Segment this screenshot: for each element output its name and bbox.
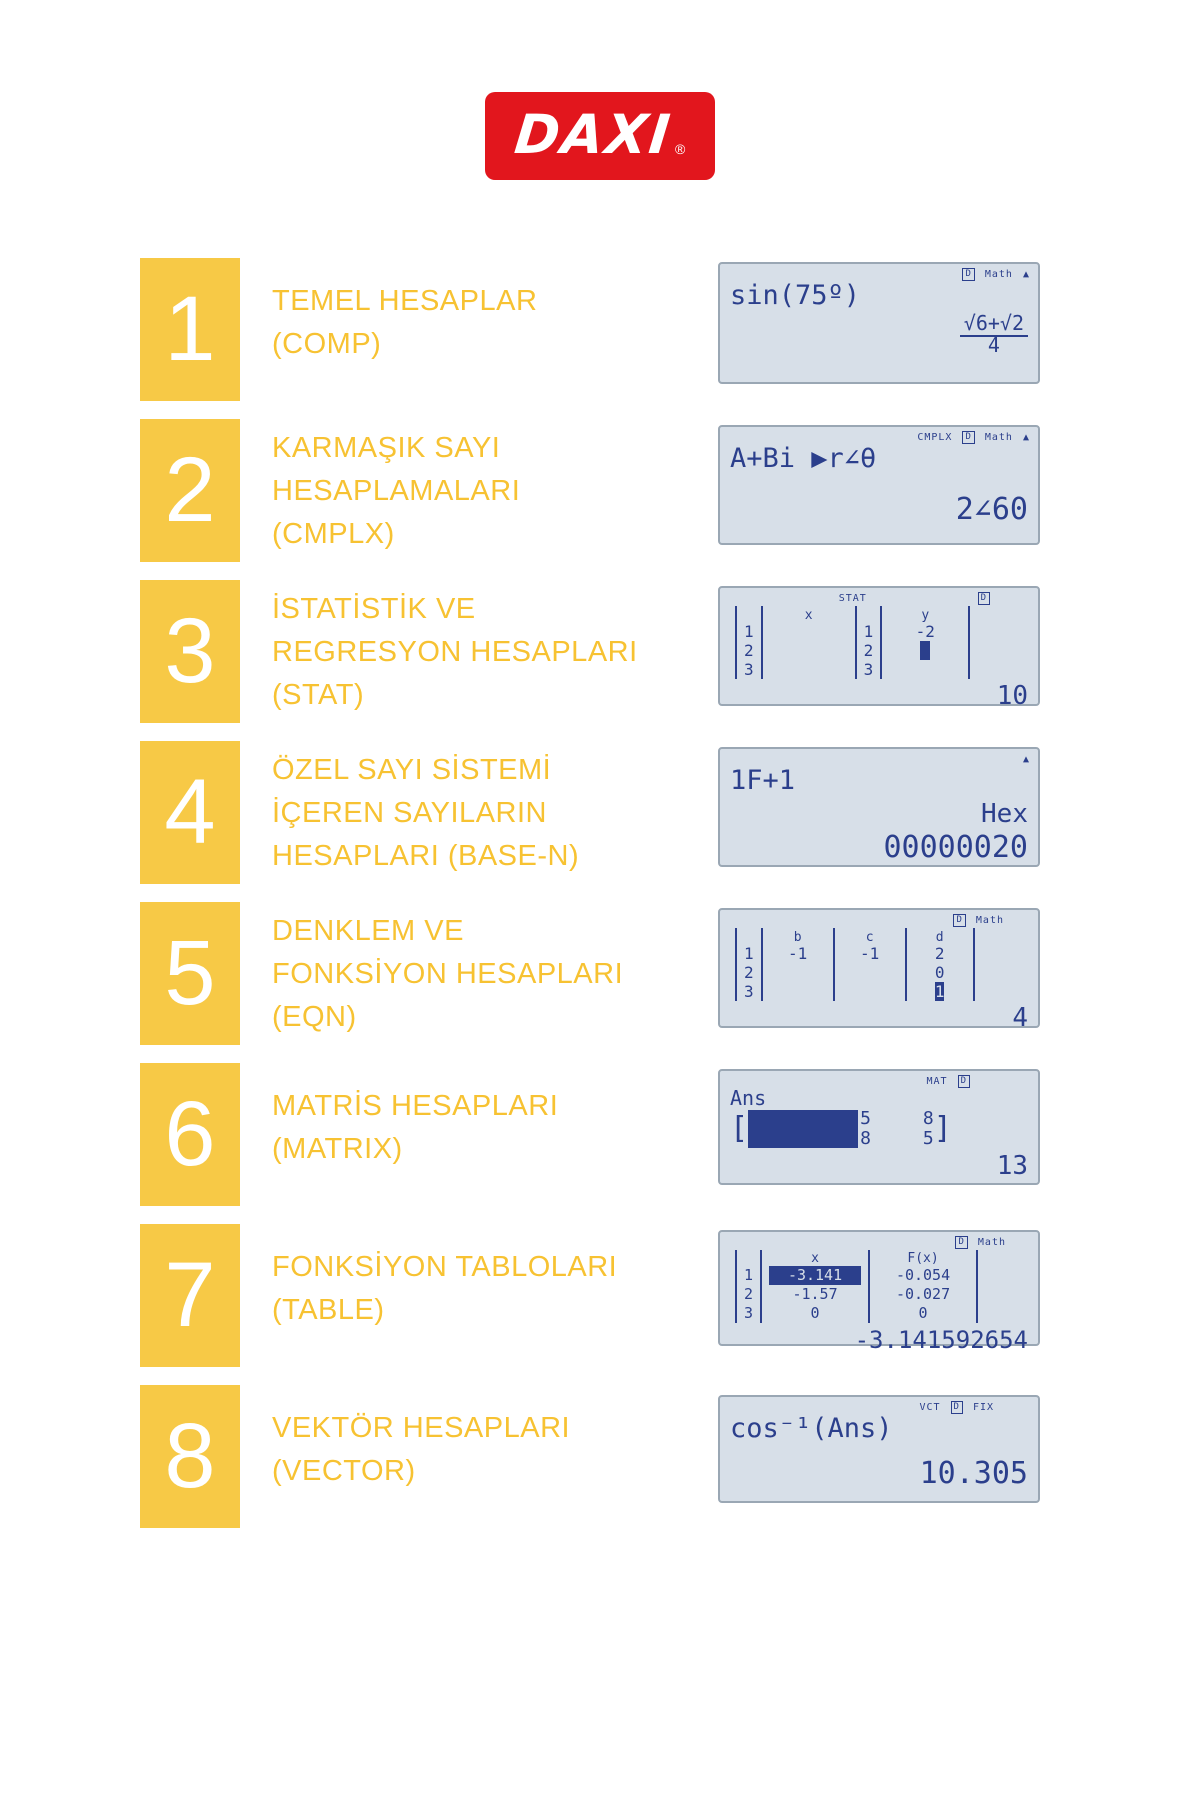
item-number-1: 1: [140, 258, 240, 401]
screen-expression-4: 1F+1: [730, 765, 796, 796]
item-label-line: İÇEREN SAYILARIN: [272, 797, 547, 829]
matrix-col-1: [860, 1109, 871, 1149]
screen-indicators-7: [720, 1232, 1038, 1248]
screen-body-5: [720, 926, 1038, 1039]
item-label-line: FONKSİYON HESAPLARI: [272, 958, 624, 990]
row-index: 3: [744, 982, 754, 1001]
screen-result-6: 13: [996, 1151, 1028, 1181]
row-index: 1: [744, 622, 754, 641]
up-arrow-icon: ▲: [1022, 753, 1030, 765]
feature-list: [0, 258, 1200, 1546]
column-header-x: x: [811, 1251, 819, 1266]
table-divider: [855, 606, 857, 679]
x-value: -1.57: [792, 1285, 838, 1303]
item-label-line: (EQN): [272, 1001, 357, 1033]
math-indicator: Math: [977, 1236, 1006, 1248]
screen-expression-2: A+Bi ▶r∠θ: [730, 443, 877, 474]
logo-text: DAXI: [511, 103, 675, 166]
x-column: [767, 1250, 863, 1323]
up-arrow-icon: ▲: [1022, 431, 1030, 443]
column-header-c: c: [865, 930, 874, 945]
screen-result-3: 10: [996, 681, 1028, 711]
deg-indicator-icon: D: [962, 268, 974, 281]
fraction-denominator: 4: [987, 333, 1000, 357]
calculator-screen-4: [718, 747, 1040, 867]
item-number-3: 3: [140, 580, 240, 723]
logo-box: [485, 92, 716, 180]
item-label-line: (TABLE): [272, 1294, 385, 1326]
screen-result-2: 2∠60: [955, 492, 1028, 527]
row-index-column-2: [862, 606, 876, 679]
fix-indicator: FIX: [972, 1401, 994, 1413]
matrix-cell: 8: [922, 1108, 934, 1129]
item-number-5: 5: [140, 902, 240, 1045]
b-column: [768, 928, 828, 1001]
screen-body-8: [720, 1413, 1038, 1497]
table-divider: [880, 606, 882, 679]
screen-body-3: [720, 604, 1038, 717]
deg-indicator-icon: D: [978, 592, 990, 605]
screen-body-2: [720, 443, 1038, 533]
brand-logo: [0, 92, 1200, 180]
item-number-2: 2: [140, 419, 240, 562]
item-number-4: 4: [140, 741, 240, 884]
screen-result-1: [730, 312, 1028, 356]
list-item: [0, 1385, 1200, 1528]
matrix-display: [730, 1109, 1028, 1149]
fx-column: [875, 1250, 971, 1323]
deg-indicator-icon: D: [953, 914, 965, 927]
calculator-screen-7: [718, 1230, 1040, 1354]
calculator-screen-5: [718, 908, 1040, 1033]
screen-result-4: 00000020: [883, 830, 1028, 865]
column-header-b: b: [793, 930, 802, 945]
c-value: -1: [860, 944, 880, 963]
row-index: 3: [744, 660, 754, 679]
d-value-selected: 1: [934, 982, 945, 1001]
fx-value: -0.027: [895, 1285, 951, 1303]
calculator-screen-8: [718, 1395, 1040, 1503]
item-label-line: (COMP): [272, 328, 382, 360]
up-arrow-icon: ▲: [1022, 268, 1030, 280]
table-divider: [973, 928, 975, 1001]
screen-result-7: -3.141592654: [854, 1326, 1028, 1354]
screen-expression-6: Ans: [730, 1086, 767, 1110]
item-label-line: (STAT): [272, 679, 365, 711]
item-label-8: [272, 1385, 662, 1493]
list-item: [0, 1063, 1200, 1206]
item-label-3: [272, 580, 662, 717]
row-index: 3: [744, 1304, 754, 1322]
table-divider: [968, 606, 970, 679]
table-divider: [735, 928, 737, 1001]
b-value: -1: [788, 944, 808, 963]
matrix-cell: 8: [860, 1128, 871, 1149]
screen-body-6: [720, 1087, 1038, 1187]
screen-indicators-4: [720, 749, 1038, 765]
y-column: [887, 606, 963, 679]
item-label-line: FONKSİYON TABLOLARI: [272, 1251, 618, 1283]
screen-indicators-1: [720, 264, 1038, 280]
item-label-line: KARMAŞIK SAYI: [272, 432, 501, 464]
row-index: 3: [863, 660, 874, 679]
row-index: 1: [744, 944, 754, 963]
list-item: [0, 741, 1200, 884]
x-column: [768, 606, 850, 679]
item-label-line: MATRİS HESAPLARI: [272, 1090, 559, 1122]
table-divider: [761, 606, 763, 679]
table-divider: [976, 1250, 978, 1323]
fx-value: -0.054: [895, 1266, 951, 1284]
screen-expression-1: sin(75º): [730, 280, 861, 311]
screen-body-1: [720, 280, 1038, 362]
column-header-x: x: [804, 608, 813, 623]
fraction-numerator: √6+√2: [960, 311, 1028, 337]
item-label-2: [272, 419, 662, 556]
x-value: 0: [810, 1304, 820, 1322]
vct-mode-label: VCT: [919, 1401, 941, 1413]
row-index: 2: [744, 963, 754, 982]
math-indicator: Math: [984, 431, 1013, 443]
column-header-d: d: [935, 930, 944, 945]
row-index: 2: [744, 1285, 754, 1303]
matrix-selected-cell: [748, 1110, 858, 1148]
screen-result-8: 10.305: [919, 1456, 1028, 1491]
left-bracket-icon: [: [730, 1111, 749, 1146]
right-bracket-icon: ]: [933, 1111, 952, 1146]
screen-indicators-5: [720, 910, 1038, 926]
list-item: [0, 580, 1200, 723]
item-label-line: ÖZEL SAYI SİSTEMİ: [272, 754, 552, 786]
item-label-line: İSTATİSTİK VE: [272, 593, 476, 625]
item-label-5: [272, 902, 662, 1039]
calculator-screen-2: [718, 425, 1040, 545]
matrix-cell: 5: [922, 1128, 934, 1149]
d-value: 0: [934, 963, 945, 982]
screen-body-4: [720, 765, 1038, 871]
registered-mark: ®: [675, 141, 686, 157]
fx-value: 0: [918, 1304, 928, 1322]
list-item: [0, 258, 1200, 401]
math-indicator: Math: [975, 914, 1004, 926]
row-index: 2: [863, 641, 874, 660]
table-divider: [735, 606, 737, 679]
stat-table: [730, 604, 1028, 679]
item-label-line: VEKTÖR HESAPLARI: [272, 1412, 571, 1444]
item-label-line: HESAPLARI (BASE-N): [272, 840, 580, 872]
d-column: [912, 928, 968, 1001]
screen-expression-8: cos⁻¹(Ans): [730, 1413, 893, 1444]
table-divider: [735, 1250, 737, 1323]
row-index-column: [742, 1250, 755, 1323]
deg-indicator-icon: D: [962, 431, 974, 444]
item-number-7: 7: [140, 1224, 240, 1367]
list-item: [0, 419, 1200, 562]
row-index-column: [742, 606, 756, 679]
deg-indicator-icon: D: [955, 1236, 967, 1249]
item-number-8: 8: [140, 1385, 240, 1528]
table-divider: [868, 1250, 870, 1323]
list-item: [0, 902, 1200, 1045]
y-value-selected: [920, 641, 930, 660]
screen-body-7: [720, 1248, 1038, 1361]
column-header-y: y: [921, 608, 930, 623]
screen-indicators-6: [720, 1071, 1038, 1087]
calculator-screen-3: [718, 586, 1040, 711]
screen-indicators-3: [720, 588, 1038, 604]
stat-mode-label: STAT: [838, 592, 867, 604]
item-label-line: (MATRIX): [272, 1133, 403, 1165]
mat-mode-label: MAT: [926, 1075, 948, 1087]
table-function: [730, 1248, 1028, 1323]
item-label-line: (VECTOR): [272, 1455, 416, 1487]
deg-indicator-icon: D: [951, 1401, 963, 1414]
math-indicator: Math: [984, 268, 1013, 280]
table-divider: [905, 928, 907, 1001]
item-label-1: [272, 258, 662, 366]
result-fraction: [960, 312, 1028, 356]
y-value: -2: [915, 622, 935, 641]
row-index: 2: [744, 641, 754, 660]
item-label-line: TEMEL HESAPLAR: [272, 285, 538, 317]
table-divider: [833, 928, 835, 1001]
cmplx-mode-label: CMPLX: [917, 431, 953, 443]
item-label-4: [272, 741, 662, 878]
eqn-table: [730, 926, 1028, 1001]
row-index: 1: [863, 622, 874, 641]
table-divider: [761, 928, 763, 1001]
deg-indicator-icon: D: [958, 1075, 970, 1088]
item-label-line: DENKLEM VE: [272, 915, 464, 947]
calculator-screen-1: [718, 262, 1040, 384]
item-label-line: HESAPLAMALARI: [272, 475, 521, 507]
item-label-line: REGRESYON HESAPLARI: [272, 636, 638, 668]
matrix-col-2: [923, 1109, 934, 1149]
item-label-line: (CMPLX): [272, 518, 395, 550]
screen-indicators-2: [720, 427, 1038, 443]
list-item: [0, 1224, 1200, 1367]
matrix-cell: 5: [860, 1108, 871, 1129]
item-label-6: [272, 1063, 662, 1171]
screen-indicators-8: [720, 1397, 1038, 1413]
table-divider: [760, 1250, 762, 1323]
x-value-selected: -3.141: [769, 1266, 861, 1285]
c-column: [840, 928, 900, 1001]
calculator-screen-6: [718, 1069, 1040, 1185]
d-value: 2: [934, 944, 945, 963]
item-label-7: [272, 1224, 662, 1332]
screen-base-label: Hex: [981, 799, 1028, 829]
row-index: 1: [744, 1266, 754, 1284]
row-index-column: [742, 928, 756, 1001]
screen-result-5: 4: [1012, 1003, 1028, 1033]
column-header-fx: F(x): [907, 1251, 939, 1266]
item-number-6: 6: [140, 1063, 240, 1206]
